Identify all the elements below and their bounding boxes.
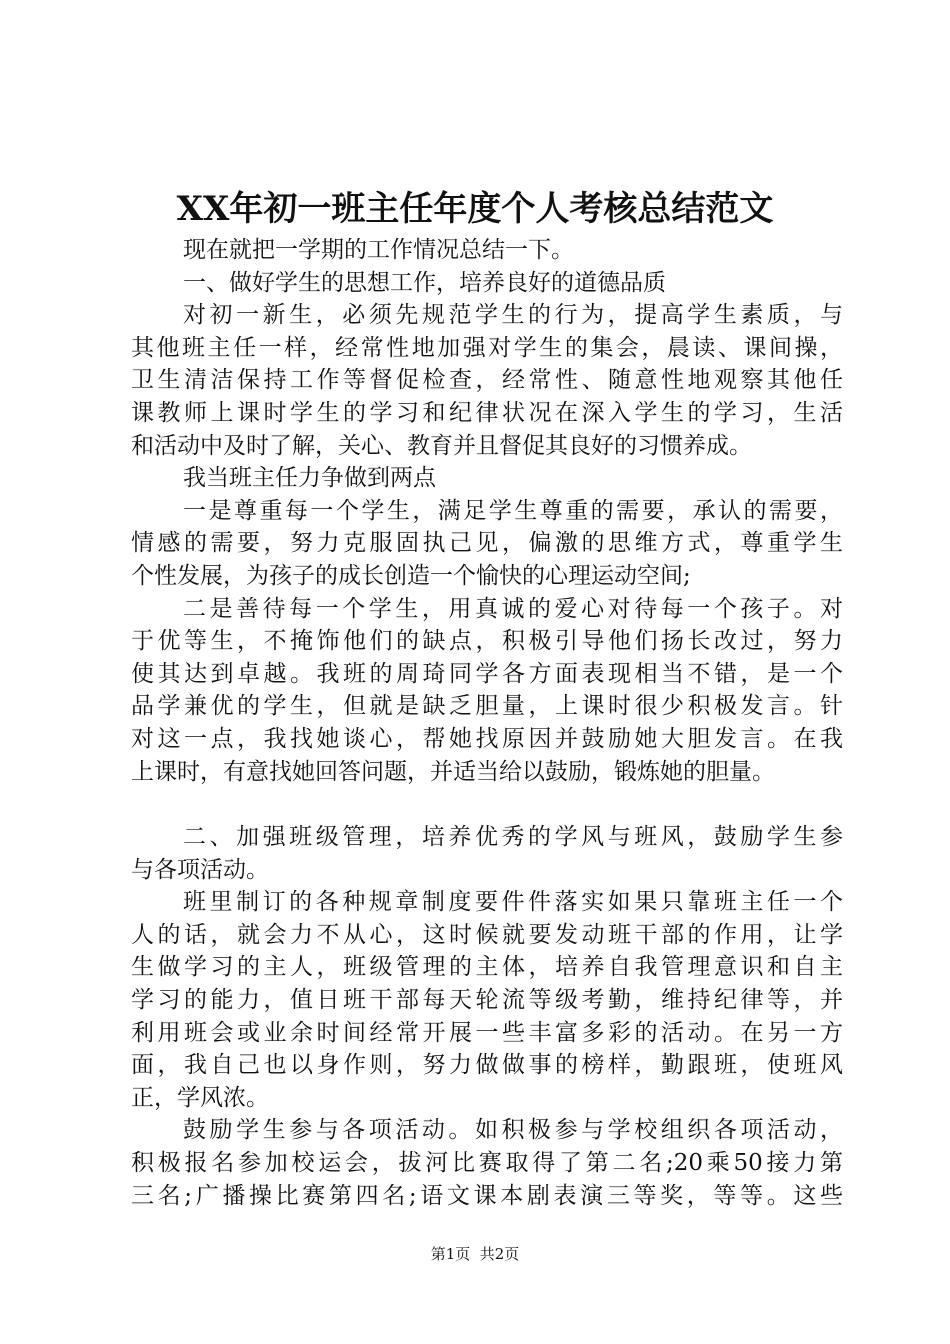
text-line: 品学兼优的学生，但就是缺乏胆量，上课时很少积极发言。针 [131,693,843,720]
text-line: 卫生清洁保持工作等督促检查，经常性、随意性地观察其他任 [131,367,843,394]
text-line: 人的话，就会力不从心，这时候就要发动班干部的作用，让学 [131,921,843,948]
text-line: 与各项活动。 [131,856,269,883]
page-number-footer: 第1页 共2页 [430,1245,520,1263]
text-line: 生做学习的主人，班级管理的主体，培养自我管理意识和自主 [131,954,843,981]
text-line: 我当班主任力争做到两点 [183,465,436,492]
text-line: 班里制订的各种规章制度要件件落实如果只靠班主任一个 [183,889,843,916]
paragraph-gap [131,788,843,821]
text-line: 对这一点，我找她谈心，帮她找原因并鼓励她大胆发言。在我 [131,725,843,752]
text-line: 于优等生，不掩饰他们的缺点，积极引导他们扬长改过，努力 [131,628,843,655]
text-line: 对初一新生，必须先规范学生的行为，提高学生素质，与 [183,302,843,329]
document-title: XX年初一班主任年度个人考核总结范文 [176,189,774,229]
document-body [131,234,843,1212]
text-line: 鼓励学生参与各项活动。如积极参与学校组织各项活动， [183,1117,843,1144]
text-line: 上课时，有意找她回答问题，并适当给以鼓励，锻炼她的胆量。 [131,758,775,785]
text-line: 使其达到卓越。我班的周琦同学各方面表现相当不错，是一个 [131,660,843,687]
text-line: 二、加强班级管理，培养优秀的学风与班风，鼓励学生参 [183,824,843,851]
text-line: 正，学风浓。 [131,1084,269,1111]
text-line: 其他班主任一样，经常性地加强对学生的集会，晨读、课间操， [131,334,843,361]
text-line: 面，我自己也以身作则，努力做做事的榜样，勤跟班，使班风 [131,1052,843,1079]
text-line: 积极报名参加校运会，拔河比赛取得了第二名;20乘50接力第 [131,1150,843,1177]
text-line: 一是尊重每一个学生，满足学生尊重的需要，承认的需要， [183,497,843,524]
text-line: 一、做好学生的思想工作，培养良好的道德品质 [183,269,666,296]
text-line: 现在就把一学期的工作情况总结一下。 [183,237,574,263]
text-line: 课教师上课时学生的学习和纪律状况在深入学生的学习，生活 [131,399,843,426]
text-line: 二是善待每一个学生，用真诚的爱心对待每一个孩子。对 [183,595,843,622]
text-line: 情感的需要，努力克服固执己见，偏激的思维方式，尊重学生 [131,530,843,557]
text-line: 个性发展，为孩子的成长创造一个愉快的心理运动空间; [131,562,691,589]
text-line: 和活动中及时了解，关心、教育并且督促其良好的习惯养成。 [131,432,752,459]
text-line: 学习的能力，值日班干部每天轮流等级考勤，维持纪律等，并 [131,987,843,1014]
text-line: 利用班会或业余时间经常开展一些丰富多彩的活动。在另一方 [131,1019,843,1046]
text-line: 三名;广播操比赛第四名;语文课本剧表演三等奖，等等。这些 [131,1182,843,1209]
